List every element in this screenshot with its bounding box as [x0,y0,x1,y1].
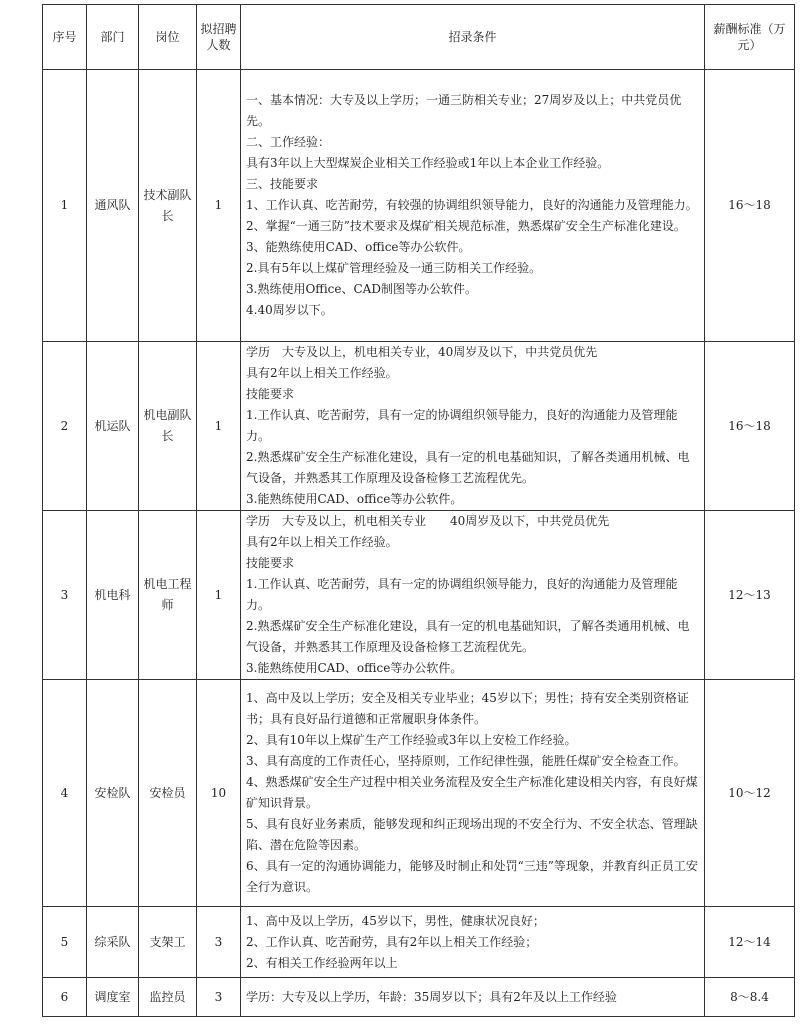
condition-line: 具有2年以上相关工作经验。 [246,535,398,549]
table-row [43,907,795,978]
condition-line: 2、掌握“一通三防”技术要求及煤矿相关规范标准，熟悉煤矿安全生产标准化建设。 [246,219,686,233]
row-position: 支架工 [139,907,197,978]
table-row [43,511,795,680]
row-count: 1 [197,511,241,680]
row-conditions [241,70,705,342]
row-conditions [241,978,705,1017]
row-dept: 通风队 [87,70,139,342]
condition-line: 6、具有一定的沟通协调能力，能够及时制止和处罚“三违”等现象，并教育纠正员工安全行为意识。 [246,859,698,894]
condition-line: 具有2年以上相关工作经验。 [246,366,398,380]
condition-line: 2、工作认真、吃苦耐劳，具有2年以上相关工作经验； [246,934,538,949]
row-conditions [241,342,705,511]
condition-line: 学历 大专及以上，机电相关专业，40周岁及以下，中共党员优先 [246,345,598,359]
condition-line: 2.熟悉煤矿安全生产标准化建设，具有一定的机电基础知识，了解各类通用机械、电气设备，并熟悉其工作原理及设备检修工艺流程优先。 [246,450,690,485]
condition-line: 技能要求 [246,556,295,570]
row-conditions [241,511,705,680]
condition-line: 4.40周岁以下。 [246,303,333,317]
row-salary: 12～13 [705,511,795,680]
table-row [43,978,795,1017]
condition-line: 技能要求 [246,387,295,401]
row-dept: 机运队 [87,342,139,511]
row-seq: 1 [43,70,87,342]
condition-line: 5、具有良好业务素质，能够发现和纠正现场出现的不安全行为、不安全状态、管理缺陷、潜在危险等因素。 [246,817,698,852]
condition-line: 3、能熟练使用CAD、office等办公软件。 [246,240,471,254]
condition-line: 3.熟练使用Office、CAD制图等办公软件。 [246,282,477,296]
row-seq: 4 [43,680,87,907]
condition-line: 2.熟悉煤矿安全生产标准化建设，具有一定的机电基础知识，了解各类通用机械、电气设备，并熟悉其工作原理及设备检修工艺流程优先。 [246,619,690,654]
row-position: 机电副队长 [139,342,197,511]
row-salary: 16～18 [705,342,795,511]
row-dept: 机电科 [87,511,139,680]
condition-line: 1.工作认真、吃苦耐劳，具有一定的协调组织领导能力，良好的沟通能力及管理能力。 [246,577,678,612]
row-count: 3 [197,907,241,978]
row-position: 安检员 [139,680,197,907]
row-salary: 16～18 [705,70,795,342]
row-position: 监控员 [139,978,197,1017]
row-seq: 2 [43,342,87,511]
row-dept: 调度室 [87,978,139,1017]
row-seq: 5 [43,907,87,978]
condition-line: 1、高中及以上学历；安全及相关专业毕业；45岁以下；男性；持有安全类别资格证书；具有良好品行道德和正常履职身体条件。 [246,691,689,726]
condition-line: 三、技能要求 [246,177,319,191]
condition-line: 1、工作认真、吃苦耐劳，有较强的协调组织领导能力，良好的沟通能力及管理能力。 [246,198,698,212]
condition-line: 二、工作经验： [246,135,331,149]
row-count: 1 [197,70,241,342]
condition-line: 具有3年以上大型煤炭企业相关工作经验或1年以上本企业工作经验。 [246,156,610,170]
row-position: 机电工程师 [139,511,197,680]
condition-line: 2.具有5年以上煤矿管理经验及一通三防相关工作经验。 [246,261,542,275]
row-seq: 3 [43,511,87,680]
condition-line: 1、高中及以上学历，45岁以下，男性，健康状况良好； [246,913,545,928]
row-conditions [241,907,705,978]
condition-line: 1.工作认真、吃苦耐劳，具有一定的协调组织领导能力，良好的沟通能力及管理能力。 [246,408,678,443]
row-salary: 12～14 [705,907,795,978]
header-seq: 序号 [43,5,87,70]
condition-line: 2、具有10年以上煤矿生产工作经验或3年以上安检工作经验。 [246,733,577,747]
header-conditions: 招录条件 [241,5,705,70]
row-dept: 安检队 [87,680,139,907]
header-count: 拟招聘人数 [197,5,241,70]
condition-line: 3.能熟练使用CAD、office等办公软件。 [246,492,463,506]
condition-line: 学历 大专及以上，机电相关专业 40周岁及以下，中共党员优先 [246,514,610,528]
table-row [43,680,795,907]
row-conditions [241,680,705,907]
condition-line: 3、具有高度的工作责任心，坚持原则，工作纪律性强，能胜任煤矿安全检查工作。 [246,754,686,768]
row-count: 1 [197,342,241,511]
row-seq: 6 [43,978,87,1017]
row-count: 10 [197,680,241,907]
condition-line: 4、熟悉煤矿安全生产过程中相关业务流程及安全生产标准化建设相关内容，有良好煤矿知识背景。 [246,775,698,810]
table-row [43,342,795,511]
condition-line: 一、基本情况：大专及以上学历；一通三防相关专业；27周岁及以上；中共党员优先。 [246,93,682,128]
table-header-row [43,5,795,70]
header-salary: 薪酬标准（万元） [705,5,795,70]
table-row [43,70,795,342]
row-salary: 8～8.4 [705,978,795,1017]
row-count: 3 [197,978,241,1017]
row-position: 技术副队长 [139,70,197,342]
recruitment-table [42,4,795,1017]
condition-line: 2、有相关工作经验两年以上 [246,955,398,970]
condition-line: 3.能熟练使用CAD、office等办公软件。 [246,661,463,675]
row-salary: 10～12 [705,680,795,907]
header-dept: 部门 [87,5,139,70]
condition-line: 学历：大专及以上学历，年龄：35周岁以下；具有2年及以上工作经验 [246,989,617,1004]
row-dept: 综采队 [87,907,139,978]
header-position: 岗位 [139,5,197,70]
